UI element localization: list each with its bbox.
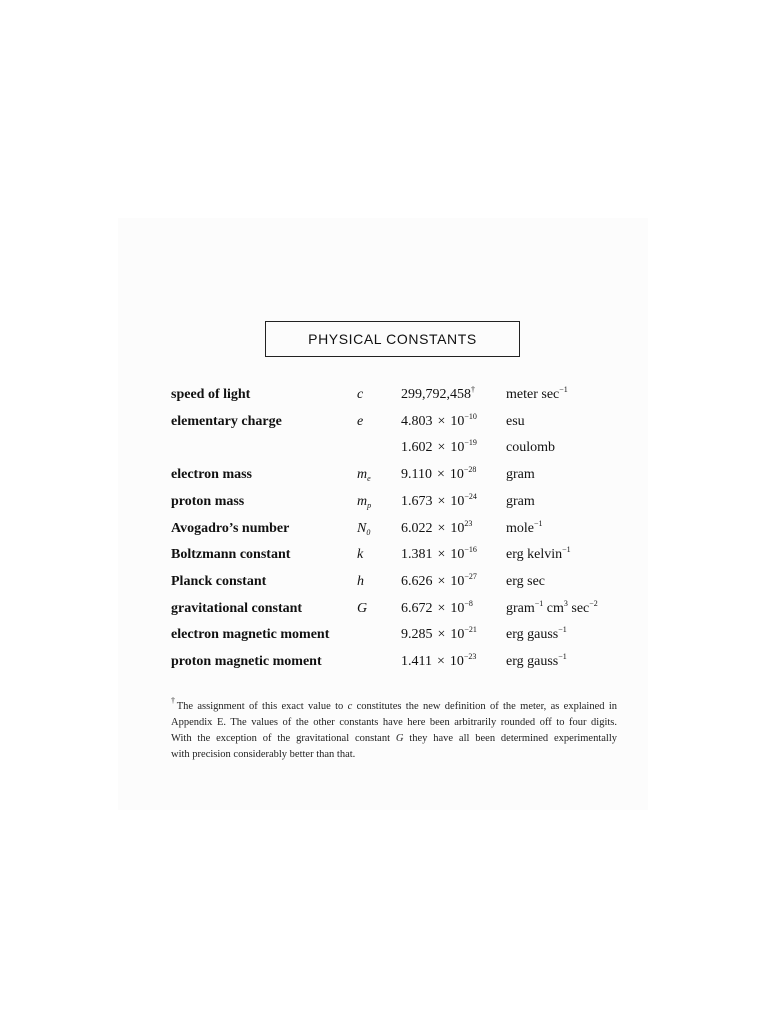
- table-row: [0, 438, 768, 458]
- table-row: [0, 412, 768, 432]
- page-title: PHYSICAL CONSTANTS: [308, 331, 477, 347]
- table-row: [0, 545, 768, 565]
- constant-unit: mole$^{-1}$: [506, 518, 543, 536]
- table-row: [0, 572, 768, 592]
- constant-value: $1.602 \times 10^{-19}$: [401, 438, 477, 456]
- constant-value: $1.381 \times 10^{-16}$: [401, 545, 477, 563]
- constant-symbol: $m_p$: [357, 493, 372, 510]
- title-box: [265, 321, 520, 357]
- constant-symbol: $N_0$: [357, 520, 371, 537]
- constant-name: electron mass: [171, 467, 252, 483]
- constant-symbol: k: [357, 547, 364, 563]
- footnote-marker: †: [171, 696, 177, 705]
- constant-unit: esu: [506, 413, 525, 429]
- constant-name: electron magnetic moment: [171, 627, 330, 643]
- constant-name: gravitational constant: [171, 600, 303, 616]
- constant-name: proton magnetic moment: [171, 654, 322, 669]
- constant-unit: gram: [506, 467, 535, 483]
- constant-value: $6.672 \times 10^{-8}$: [401, 598, 473, 616]
- constant-unit: meter $\sec^{-1}$: [506, 385, 568, 402]
- table-row: [0, 385, 768, 405]
- table-row: [0, 652, 768, 672]
- constant-name: Boltzmann constant: [171, 547, 291, 563]
- constant-value: $6.626 \times 10^{-27}$: [401, 571, 477, 589]
- constant-unit: coulomb: [506, 440, 555, 456]
- constant-value: $9.285 \times 10^{-21}$: [401, 625, 477, 643]
- constant-name: proton mass: [171, 493, 245, 509]
- constant-symbol: G: [357, 600, 368, 616]
- constant-unit: gram$^{-1}$ $cm^3$ $\sec^{-2}$: [506, 598, 598, 616]
- footnote: [171, 696, 617, 763]
- constant-unit: erg sec: [506, 573, 545, 589]
- table-row: [0, 492, 768, 512]
- constant-unit: erg kelvin$^{-1}$: [506, 545, 571, 563]
- constant-unit: erg gauss$^{-1}$: [506, 625, 567, 643]
- constant-value: $1.673 \times 10^{-24}$: [401, 491, 477, 509]
- constant-unit: erg gauss$^{-1}$: [506, 652, 567, 669]
- constant-unit: gram: [506, 493, 535, 509]
- table-row: [0, 599, 768, 619]
- constant-value: $1.411 \times 10^{-23}$: [401, 652, 477, 669]
- table-row: [0, 625, 768, 645]
- constant-symbol: $m_e$: [357, 467, 371, 484]
- constant-symbol: h: [357, 573, 364, 589]
- constant-name: Avogadro’s number: [171, 520, 290, 536]
- constant-name: speed of light: [171, 387, 251, 402]
- constant-value: $9.110 \times 10^{-28}$: [401, 465, 477, 483]
- constant-value: 299,792,458†: [401, 385, 475, 402]
- table-row: [0, 465, 768, 485]
- constant-symbol: c: [357, 387, 364, 402]
- constant-value: $4.803 \times 10^{-10}$: [401, 411, 477, 429]
- footnote-line: With the exception of the gravitational constant G they have all been determined experimentally: [171, 733, 617, 744]
- table-row: [0, 519, 768, 539]
- footnote-line: †The assignment of this exact value to c constitutes the new definition of the meter, as explained in: [171, 696, 617, 712]
- footnote-line: with precision considerably better than that.: [171, 749, 356, 760]
- constant-symbol: e: [357, 413, 364, 429]
- constant-name: elementary charge: [171, 413, 282, 429]
- constant-value: $6.022 \times 10^{23}$: [401, 518, 473, 536]
- footnote-line: Appendix E. The values of the other constants have here been arbitrarily rounded off to four digits.: [171, 717, 617, 728]
- constant-name: Planck constant: [171, 573, 267, 589]
